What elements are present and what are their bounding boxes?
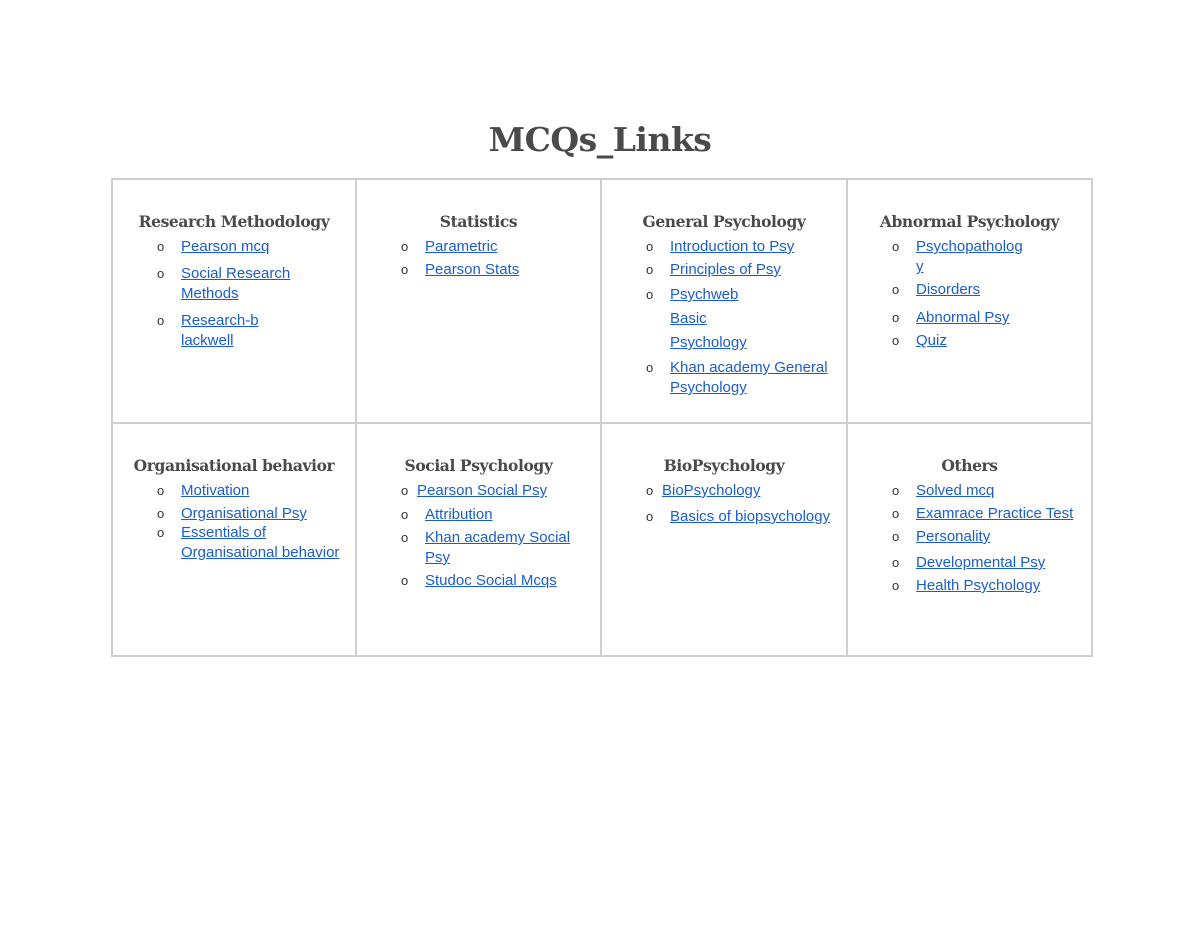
list-item [892,481,1091,501]
list-item [892,553,1091,573]
link-list [848,237,1091,351]
link-khan-academy-social-psy[interactable]: Khan academy Social Psy [425,529,571,566]
link-examrace-practice-test[interactable]: Examrace Practice Test [916,505,1074,522]
cell-statistics [356,179,601,423]
list-item [892,308,1091,328]
link-psychopathology[interactable]: Psychopathology [916,238,1023,275]
list-item [401,260,600,280]
list-item [157,264,355,304]
cell-heading: Social Psychology [404,456,553,475]
cell-abnormal-psychology [847,179,1092,423]
link-introduction-to-psy[interactable]: Introduction to Psy [670,238,795,255]
link-abnormal-psy[interactable]: Abnormal Psy [916,309,1010,326]
list-item [646,507,846,527]
table-row [112,423,1092,656]
link-pearson-mcq[interactable]: Pearson mcq [181,238,270,255]
cell-heading: General Psychology [642,212,806,231]
list-item [401,237,600,257]
list-item [646,358,846,398]
link-list [113,481,355,563]
list-item [646,481,846,501]
link-essentials-of-organisational-behavior[interactable]: Essentials of Organisational behavior [181,524,340,561]
list-item [892,237,1091,277]
link-principles-of-psy[interactable]: Principles of Psy [670,261,781,278]
list-item [646,260,846,280]
link-pearson-stats[interactable]: Pearson Stats [425,261,520,278]
cell-biopsychology [601,423,847,656]
link-health-psychology[interactable]: Health Psychology [916,577,1041,594]
list-item [646,283,846,355]
link-research-blackwell[interactable]: Research-blackwell [181,312,259,349]
link-khan-academy-general-psychology[interactable]: Khan academy General Psychology [670,359,828,396]
cell-heading: Others [941,456,998,475]
link-pearson-social-psy[interactable]: Pearson Social Psy [417,482,548,499]
cell-social-psychology [356,423,601,656]
link-developmental-psy[interactable]: Developmental Psy [916,554,1046,571]
cell-heading: Organisational behavior [133,456,335,475]
link-disorders[interactable]: Disorders [916,281,981,298]
list-item [892,280,1091,300]
link-studoc-social-mcqs[interactable]: Studoc Social Mcqs [425,572,557,589]
list-item [157,311,355,351]
cell-heading: Abnormal Psychology [879,212,1060,231]
link-social-research-methods[interactable]: Social Research Methods [181,265,291,302]
link-list [848,481,1091,596]
link-quiz[interactable]: Quiz [916,332,947,349]
link-motivation[interactable]: Motivation [181,482,250,499]
cell-others [847,423,1092,656]
list-item [892,331,1091,351]
list-item [157,237,355,257]
links-table [111,178,1093,657]
cell-research-methodology [112,179,356,423]
list-item [401,571,600,591]
link-solved-mcq[interactable]: Solved mcq [916,482,995,499]
link-parametric[interactable]: Parametric [425,238,498,255]
link-list [602,237,846,398]
link-organisational-psy[interactable]: Organisational Psy [181,505,307,522]
list-item [157,481,355,501]
link-personality[interactable]: Personality [916,528,991,545]
table-row [112,179,1092,423]
cell-organisational-behavior [112,423,356,656]
list-item [157,523,355,563]
link-list [357,237,600,280]
link-attribution[interactable]: Attribution [425,506,493,523]
list-item [157,504,355,524]
cell-heading: Statistics [439,212,518,231]
list-item [892,504,1091,524]
link-biopsychology[interactable]: BioPsychology [662,482,761,499]
link-list [602,481,846,527]
list-item [401,481,600,501]
list-item [401,505,600,525]
list-item [401,528,600,568]
link-list [357,481,600,591]
cell-general-psychology [601,179,847,423]
cell-heading: BioPsychology [663,456,785,475]
cell-heading: Research Methodology [138,212,330,231]
page-title: MCQs_Links [488,120,712,159]
link-psychweb-basic-psychology[interactable]: Psychweb Basic Psychology [670,286,747,351]
link-list [113,237,355,351]
list-item [892,527,1091,547]
list-item [646,237,846,257]
list-item [892,576,1091,596]
link-basics-of-biopsychology[interactable]: Basics of biopsychology [670,508,831,525]
